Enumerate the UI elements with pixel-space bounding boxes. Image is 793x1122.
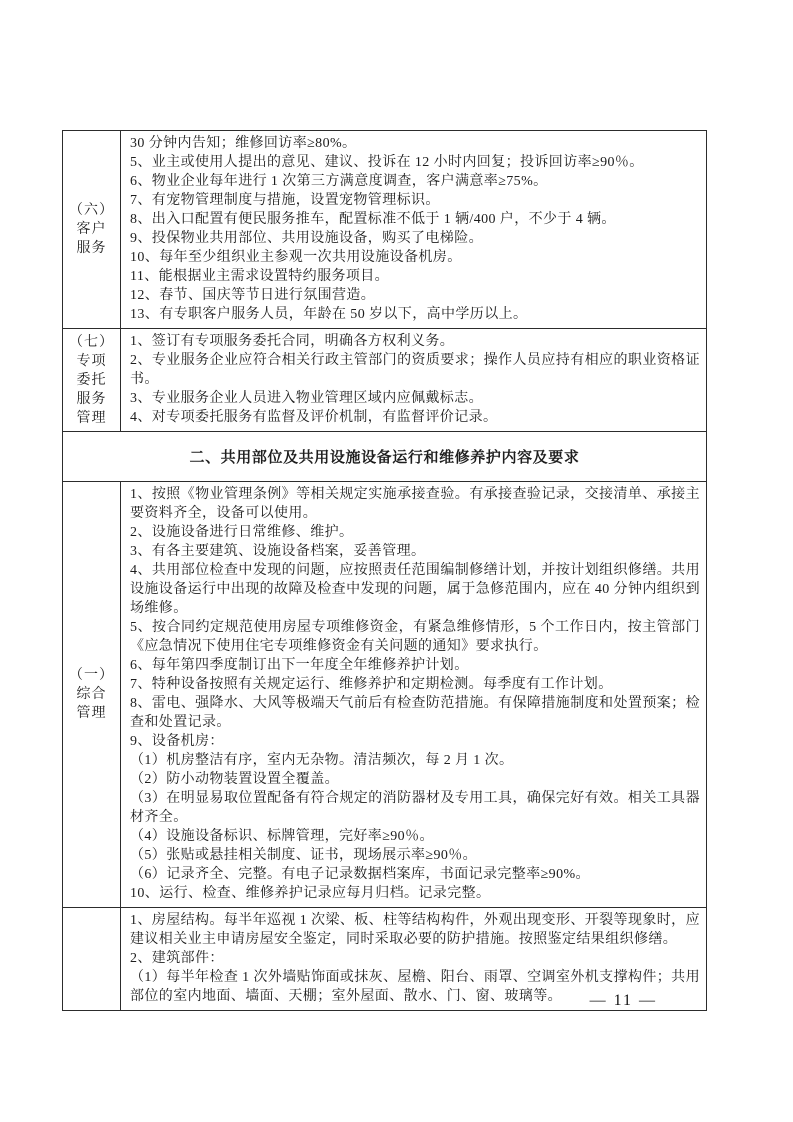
row-category-label — [63, 329, 121, 431]
requirement-item: 4、共用部位检查中发现的问题，应按照责任范围编制修缮计划，并按计划组织修缮。共用设施设备运行中出现的故障及检查中发现的问题，属于急修范围内，应在 40 分钟内组织到场维修。 — [130, 563, 700, 616]
row-category-line: 服务 — [76, 241, 107, 256]
table-row — [63, 482, 706, 908]
requirement-item: 11、能根据业主需求设置特约服务项目。 — [130, 269, 390, 284]
row-category-line: （六） — [69, 203, 114, 218]
requirement-item: 3、专业服务企业人员进入物业管理区域内应佩戴标志。 — [130, 391, 483, 406]
row-category-line: 综合 — [76, 687, 107, 702]
requirement-item: 7、特种设备按照有关规定运行、维修养护和定期检测。每季度有工作计划。 — [130, 677, 613, 692]
row-category-line: 委托 — [76, 372, 107, 388]
requirement-item: 10、每年至少组织业主参观一次共用设施设备机房。 — [130, 250, 462, 265]
requirement-item: 5、按合同约定规范使用房屋专项维修资金，有紧急维修情形，5 个工作日内，按主管部门《应急情况下使用住宅专项维修资金有关问题的通知》要求执行。 — [130, 620, 700, 654]
requirement-item: 1、签订有专项服务委托合同，明确各方权利义务。 — [130, 334, 455, 349]
row-category-line: 管理 — [76, 706, 107, 721]
requirement-item: 12、春节、国庆等节日进行氛围营造。 — [130, 288, 376, 303]
requirement-item: （3）在明显易取位置配备有符合规定的消防器材及专用工具，确保完好有效。相关工具器材齐全。 — [130, 791, 700, 825]
requirement-item: （6）记录齐全、完整。有电子记录数据档案库，书面记录完整率≥90%。 — [130, 867, 590, 882]
row-category-line: （一） — [69, 668, 114, 683]
requirement-item: （4）设施设备标识、标牌管理，完好率≥90％。 — [130, 829, 434, 844]
requirement-item: 1、按照《物业管理条例》等相关规定实施承接查验。有承接查验记录，交接清单、承接主要资料齐全，设备可以使用。 — [130, 487, 700, 521]
requirement-item: （5）张贴或悬挂相关制度、证书，现场展示率≥90％。 — [130, 848, 478, 863]
requirement-item: 6、物业企业每年进行 1 次第三方满意度调查，客户满意率≥75%。 — [130, 174, 548, 189]
requirement-item: 2、专业服务企业应符合相关行政主管部门的资质要求；操作人员应持有相应的职业资格证书。 — [130, 353, 700, 387]
requirement-item: 8、雷电、强降水、大风等极端天气前后有检查防范措施。有保障措施制度和处置预案；检查和处置记录。 — [130, 696, 700, 730]
row-category-line: 专项 — [76, 353, 107, 369]
section-heading-row — [63, 432, 706, 482]
requirement-item: 10、运行、检查、维修养护记录应每月归档。记录完整。 — [130, 886, 491, 901]
table-row — [63, 131, 706, 329]
requirement-item: 2、建筑部件： — [130, 951, 224, 966]
requirement-item: 5、业主或使用人提出的意见、建议、投诉在 12 小时内回复；投诉回访率≥90％。 — [130, 155, 644, 170]
requirement-item: 1、房屋结构。每半年巡视 1 次梁、板、柱等结构构件，外观出现变形、开裂等现象时，应建议相关业主申请房屋安全鉴定，同时采取必要的防护措施。按照鉴定结果组织修缮。 — [130, 913, 700, 947]
requirement-item: （1）机房整洁有序，室内无杂物。清洁频次，每 2 月 1 次。 — [130, 753, 514, 768]
row-category-line: （七） — [69, 334, 114, 350]
row-category-line: 管理 — [76, 410, 107, 426]
row-requirements — [121, 329, 706, 431]
page-number: — 11 — — [589, 992, 657, 1009]
row-category-line: 客户 — [76, 222, 107, 237]
requirement-item: 13、有专职客户服务人员，年龄在 50 岁以下，高中学历以上。 — [130, 307, 528, 322]
row-category-label — [63, 908, 121, 1010]
requirement-item: 3、有各主要建筑、设施设备档案，妥善管理。 — [130, 544, 426, 559]
row-requirements — [121, 482, 706, 907]
requirements-table — [62, 130, 707, 1011]
table-row — [63, 329, 706, 432]
requirement-item: 30 分钟内告知；维修回访率≥80%。 — [130, 136, 357, 151]
row-category-line: 服务 — [76, 391, 107, 407]
requirement-item: 9、投保物业共用部位、共用设施设备，购买了电梯险。 — [130, 231, 483, 246]
requirement-item: （1）每半年检查 1 次外墙贴饰面或抹灰、屋檐、阳台、雨罩、空调室外机支撑构件；共用部位的室内地面、墙面、天棚；室外屋面、散水、门、窗、玻璃等。 — [130, 970, 700, 1004]
requirement-item: 2、设施设备进行日常维修、维护。 — [130, 525, 354, 540]
requirement-item: 6、每年第四季度制订出下一年度全年维修养护计划。 — [130, 658, 469, 673]
requirement-item: 7、有宠物管理制度与措施，设置宠物管理标识。 — [130, 193, 440, 208]
requirement-item: 8、出入口配置有便民服务推车，配置标准不低于 1 辆/400 户，不少于 4 辆。 — [130, 212, 616, 227]
row-category-label — [63, 131, 121, 328]
row-category-label — [63, 482, 121, 907]
section-heading: 二、共用部位及共用设施设备运行和维修养护内容及要求 — [189, 450, 580, 466]
requirement-item: 4、对专项委托服务有监督及评价机制，有监督评价记录。 — [130, 410, 498, 425]
requirement-item: （2）防小动物装置设置全覆盖。 — [130, 772, 339, 787]
requirement-item: 9、设备机房： — [130, 734, 224, 749]
row-requirements — [121, 131, 706, 328]
